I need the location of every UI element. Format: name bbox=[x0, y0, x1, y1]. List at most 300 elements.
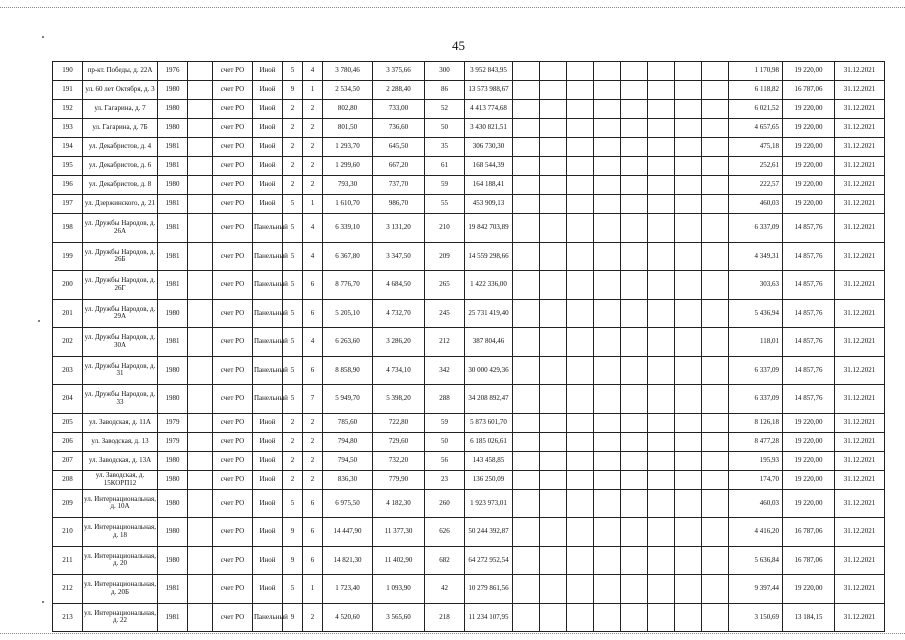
row-number: 190 bbox=[53, 62, 83, 81]
scan-speck bbox=[42, 36, 44, 38]
empty-cell bbox=[188, 470, 213, 489]
specific-cost-cell: 9 397,44 bbox=[729, 575, 783, 604]
wall-material-cell: Иной bbox=[253, 138, 283, 157]
empty-cell bbox=[648, 176, 675, 195]
fund-cell: счет РО bbox=[213, 157, 253, 176]
empty-cell bbox=[594, 385, 621, 414]
living-area-cell: 5 398,20 bbox=[373, 385, 425, 414]
living-area-cell: 4 684,50 bbox=[373, 271, 425, 300]
empty-cell bbox=[648, 271, 675, 300]
residents-cell: 210 bbox=[425, 214, 465, 243]
floors-cell: 5 bbox=[283, 242, 303, 271]
residents-cell: 42 bbox=[425, 575, 465, 604]
total-area-cell: 4 520,60 bbox=[323, 603, 373, 632]
empty-cell bbox=[513, 157, 540, 176]
table-row bbox=[53, 100, 885, 119]
empty-cell bbox=[702, 100, 729, 119]
wall-material-cell: Иной bbox=[253, 119, 283, 138]
limit-cost-cell: 14 857,76 bbox=[783, 214, 835, 243]
fund-cell: счет РО bbox=[213, 214, 253, 243]
specific-cost-cell: 5 636,84 bbox=[729, 546, 783, 575]
table-row bbox=[53, 518, 885, 547]
deadline-cell: 31.12.2021 bbox=[835, 119, 885, 138]
empty-cell bbox=[540, 214, 567, 243]
entrances-cell: 1 bbox=[303, 81, 323, 100]
empty-cell bbox=[648, 432, 675, 451]
row-number: 205 bbox=[53, 413, 83, 432]
cost-cell: 387 804,46 bbox=[465, 328, 513, 357]
deadline-cell: 31.12.2021 bbox=[835, 242, 885, 271]
empty-cell bbox=[594, 518, 621, 547]
empty-cell bbox=[188, 546, 213, 575]
cost-cell: 453 909,13 bbox=[465, 195, 513, 214]
deadline-cell: 31.12.2021 bbox=[835, 62, 885, 81]
empty-cell bbox=[540, 546, 567, 575]
empty-cell bbox=[594, 451, 621, 470]
floors-cell: 2 bbox=[283, 413, 303, 432]
fund-cell: счет РО bbox=[213, 413, 253, 432]
empty-cell bbox=[675, 157, 702, 176]
empty-cell bbox=[675, 546, 702, 575]
year-cell: 1981 bbox=[158, 575, 188, 604]
empty-cell bbox=[648, 470, 675, 489]
limit-cost-cell: 16 787,06 bbox=[783, 81, 835, 100]
empty-cell bbox=[513, 119, 540, 138]
empty-cell bbox=[513, 214, 540, 243]
limit-cost-cell: 14 857,76 bbox=[783, 299, 835, 328]
specific-cost-cell: 8 477,28 bbox=[729, 432, 783, 451]
row-number: 207 bbox=[53, 451, 83, 470]
empty-cell bbox=[675, 138, 702, 157]
empty-cell bbox=[594, 81, 621, 100]
fund-cell: счет РО bbox=[213, 242, 253, 271]
empty-cell bbox=[188, 157, 213, 176]
entrances-cell: 7 bbox=[303, 385, 323, 414]
empty-cell bbox=[188, 138, 213, 157]
cost-cell: 30 000 429,36 bbox=[465, 356, 513, 385]
residents-cell: 218 bbox=[425, 603, 465, 632]
fund-cell: счет РО bbox=[213, 546, 253, 575]
residents-cell: 626 bbox=[425, 518, 465, 547]
address-cell: ул. Интернациональная, д. 18 bbox=[83, 518, 158, 547]
row-number: 209 bbox=[53, 489, 83, 518]
table-row bbox=[53, 138, 885, 157]
limit-cost-cell: 19 220,00 bbox=[783, 489, 835, 518]
row-number: 194 bbox=[53, 138, 83, 157]
total-area-cell: 6 367,80 bbox=[323, 242, 373, 271]
total-area-cell: 5 205,10 bbox=[323, 299, 373, 328]
empty-cell bbox=[675, 81, 702, 100]
year-cell: 1980 bbox=[158, 385, 188, 414]
living-area-cell: 4 182,30 bbox=[373, 489, 425, 518]
row-number: 191 bbox=[53, 81, 83, 100]
entrances-cell: 2 bbox=[303, 157, 323, 176]
fund-cell: счет РО bbox=[213, 489, 253, 518]
empty-cell bbox=[188, 62, 213, 81]
row-number: 200 bbox=[53, 271, 83, 300]
floors-cell: 9 bbox=[283, 518, 303, 547]
specific-cost-cell: 303,63 bbox=[729, 271, 783, 300]
empty-cell bbox=[513, 176, 540, 195]
empty-cell bbox=[567, 470, 594, 489]
empty-cell bbox=[540, 62, 567, 81]
specific-cost-cell: 195,93 bbox=[729, 451, 783, 470]
deadline-cell: 31.12.2021 bbox=[835, 413, 885, 432]
wall-material-cell: Иной bbox=[253, 489, 283, 518]
cost-cell: 168 544,39 bbox=[465, 157, 513, 176]
floors-cell: 5 bbox=[283, 575, 303, 604]
cost-cell: 1 923 973,01 bbox=[465, 489, 513, 518]
table-row bbox=[53, 195, 885, 214]
limit-cost-cell: 14 857,76 bbox=[783, 385, 835, 414]
empty-cell bbox=[621, 271, 648, 300]
wall-material-cell: Иной bbox=[253, 413, 283, 432]
scan-speck bbox=[38, 320, 40, 322]
total-area-cell: 785,60 bbox=[323, 413, 373, 432]
residents-cell: 260 bbox=[425, 489, 465, 518]
floors-cell: 5 bbox=[283, 271, 303, 300]
floors-cell: 2 bbox=[283, 157, 303, 176]
empty-cell bbox=[540, 242, 567, 271]
empty-cell bbox=[540, 489, 567, 518]
empty-cell bbox=[675, 432, 702, 451]
empty-cell bbox=[702, 575, 729, 604]
residents-cell: 209 bbox=[425, 242, 465, 271]
entrances-cell: 2 bbox=[303, 100, 323, 119]
residents-cell: 61 bbox=[425, 157, 465, 176]
living-area-cell: 11 402,90 bbox=[373, 546, 425, 575]
empty-cell bbox=[540, 138, 567, 157]
cost-cell: 19 842 703,89 bbox=[465, 214, 513, 243]
empty-cell bbox=[675, 385, 702, 414]
empty-cell bbox=[648, 489, 675, 518]
cost-cell: 13 573 988,67 bbox=[465, 81, 513, 100]
residents-cell: 265 bbox=[425, 271, 465, 300]
empty-cell bbox=[513, 299, 540, 328]
empty-cell bbox=[540, 299, 567, 328]
year-cell: 1981 bbox=[158, 328, 188, 357]
floors-cell: 5 bbox=[283, 214, 303, 243]
limit-cost-cell: 19 220,00 bbox=[783, 470, 835, 489]
deadline-cell: 31.12.2021 bbox=[835, 328, 885, 357]
row-number: 196 bbox=[53, 176, 83, 195]
empty-cell bbox=[188, 385, 213, 414]
entrances-cell: 2 bbox=[303, 603, 323, 632]
specific-cost-cell: 5 436,94 bbox=[729, 299, 783, 328]
table-row bbox=[53, 603, 885, 632]
fund-cell: счет РО bbox=[213, 432, 253, 451]
cost-cell: 6 185 026,61 bbox=[465, 432, 513, 451]
entrances-cell: 6 bbox=[303, 299, 323, 328]
address-cell: ул. Гагарина, д. 7 bbox=[83, 100, 158, 119]
floors-cell: 5 bbox=[283, 385, 303, 414]
empty-cell bbox=[540, 356, 567, 385]
empty-cell bbox=[648, 119, 675, 138]
deadline-cell: 31.12.2021 bbox=[835, 138, 885, 157]
empty-cell bbox=[675, 413, 702, 432]
empty-cell bbox=[702, 81, 729, 100]
fund-cell: счет РО bbox=[213, 356, 253, 385]
row-number: 211 bbox=[53, 546, 83, 575]
total-area-cell: 793,30 bbox=[323, 176, 373, 195]
specific-cost-cell: 6 021,52 bbox=[729, 100, 783, 119]
entrances-cell: 4 bbox=[303, 242, 323, 271]
wall-material-cell: Иной bbox=[253, 100, 283, 119]
empty-cell bbox=[567, 100, 594, 119]
living-area-cell: 4 734,10 bbox=[373, 356, 425, 385]
table-row bbox=[53, 299, 885, 328]
empty-cell bbox=[567, 575, 594, 604]
empty-cell bbox=[567, 138, 594, 157]
row-number: 204 bbox=[53, 385, 83, 414]
limit-cost-cell: 19 220,00 bbox=[783, 451, 835, 470]
empty-cell bbox=[188, 214, 213, 243]
floors-cell: 2 bbox=[283, 470, 303, 489]
row-number: 193 bbox=[53, 119, 83, 138]
entrances-cell: 6 bbox=[303, 518, 323, 547]
entrances-cell: 4 bbox=[303, 328, 323, 357]
empty-cell bbox=[648, 100, 675, 119]
fund-cell: счет РО bbox=[213, 81, 253, 100]
empty-cell bbox=[648, 62, 675, 81]
empty-cell bbox=[594, 546, 621, 575]
deadline-cell: 31.12.2021 bbox=[835, 451, 885, 470]
year-cell: 1980 bbox=[158, 470, 188, 489]
deadline-cell: 31.12.2021 bbox=[835, 81, 885, 100]
residents-cell: 50 bbox=[425, 119, 465, 138]
cost-cell: 4 413 774,68 bbox=[465, 100, 513, 119]
specific-cost-cell: 460,03 bbox=[729, 195, 783, 214]
empty-cell bbox=[567, 157, 594, 176]
address-cell: ул. Интернациональная, д. 22 bbox=[83, 603, 158, 632]
living-area-cell: 645,50 bbox=[373, 138, 425, 157]
year-cell: 1980 bbox=[158, 356, 188, 385]
entrances-cell: 2 bbox=[303, 119, 323, 138]
empty-cell bbox=[188, 299, 213, 328]
table-row bbox=[53, 489, 885, 518]
deadline-cell: 31.12.2021 bbox=[835, 299, 885, 328]
empty-cell bbox=[675, 299, 702, 328]
deadline-cell: 31.12.2021 bbox=[835, 489, 885, 518]
total-area-cell: 14 447,90 bbox=[323, 518, 373, 547]
year-cell: 1981 bbox=[158, 157, 188, 176]
table-row bbox=[53, 546, 885, 575]
living-area-cell: 986,70 bbox=[373, 195, 425, 214]
fund-cell: счет РО bbox=[213, 138, 253, 157]
fund-cell: счет РО bbox=[213, 575, 253, 604]
fund-cell: счет РО bbox=[213, 100, 253, 119]
empty-cell bbox=[594, 138, 621, 157]
empty-cell bbox=[702, 546, 729, 575]
address-cell: ул. Дружбы Народов, д. 26А bbox=[83, 214, 158, 243]
table-row bbox=[53, 271, 885, 300]
empty-cell bbox=[702, 385, 729, 414]
deadline-cell: 31.12.2021 bbox=[835, 157, 885, 176]
residents-cell: 288 bbox=[425, 385, 465, 414]
empty-cell bbox=[621, 176, 648, 195]
row-number: 208 bbox=[53, 470, 83, 489]
page-number: 45 bbox=[452, 38, 465, 53]
living-area-cell: 11 377,30 bbox=[373, 518, 425, 547]
total-area-cell: 1 610,70 bbox=[323, 195, 373, 214]
total-area-cell: 1 299,60 bbox=[323, 157, 373, 176]
fund-cell: счет РО bbox=[213, 328, 253, 357]
residents-cell: 50 bbox=[425, 432, 465, 451]
empty-cell bbox=[702, 195, 729, 214]
specific-cost-cell: 4 657,65 bbox=[729, 119, 783, 138]
specific-cost-cell: 6 337,09 bbox=[729, 356, 783, 385]
empty-cell bbox=[648, 299, 675, 328]
table-body bbox=[53, 62, 885, 632]
empty-cell bbox=[621, 214, 648, 243]
empty-cell bbox=[567, 603, 594, 632]
wall-material-cell: Иной bbox=[253, 575, 283, 604]
wall-material-cell: Иной bbox=[253, 195, 283, 214]
residents-cell: 300 bbox=[425, 62, 465, 81]
limit-cost-cell: 16 787,06 bbox=[783, 546, 835, 575]
address-cell: ул. Дружбы Народов, д. 31 bbox=[83, 356, 158, 385]
living-area-cell: 3 375,66 bbox=[373, 62, 425, 81]
living-area-cell: 3 286,20 bbox=[373, 328, 425, 357]
wall-material-cell: Иной bbox=[253, 62, 283, 81]
cost-cell: 136 250,09 bbox=[465, 470, 513, 489]
fund-cell: счет РО bbox=[213, 385, 253, 414]
total-area-cell: 1 723,40 bbox=[323, 575, 373, 604]
wall-material-cell: Иной bbox=[253, 432, 283, 451]
year-cell: 1981 bbox=[158, 195, 188, 214]
empty-cell bbox=[621, 432, 648, 451]
total-area-cell: 802,80 bbox=[323, 100, 373, 119]
fund-cell: счет РО bbox=[213, 470, 253, 489]
empty-cell bbox=[675, 603, 702, 632]
year-cell: 1980 bbox=[158, 176, 188, 195]
limit-cost-cell: 19 220,00 bbox=[783, 575, 835, 604]
empty-cell bbox=[594, 100, 621, 119]
empty-cell bbox=[648, 328, 675, 357]
floors-cell: 2 bbox=[283, 119, 303, 138]
empty-cell bbox=[621, 299, 648, 328]
empty-cell bbox=[675, 242, 702, 271]
living-area-cell: 4 732,70 bbox=[373, 299, 425, 328]
address-cell: ул. Гагарина, д. 7Б bbox=[83, 119, 158, 138]
floors-cell: 2 bbox=[283, 100, 303, 119]
deadline-cell: 31.12.2021 bbox=[835, 518, 885, 547]
limit-cost-cell: 13 184,15 bbox=[783, 603, 835, 632]
residents-cell: 35 bbox=[425, 138, 465, 157]
empty-cell bbox=[540, 470, 567, 489]
year-cell: 1980 bbox=[158, 546, 188, 575]
empty-cell bbox=[567, 176, 594, 195]
empty-cell bbox=[594, 176, 621, 195]
empty-cell bbox=[621, 328, 648, 357]
specific-cost-cell: 1 170,98 bbox=[729, 62, 783, 81]
empty-cell bbox=[188, 328, 213, 357]
row-number: 203 bbox=[53, 356, 83, 385]
cost-cell: 164 188,41 bbox=[465, 176, 513, 195]
limit-cost-cell: 14 857,76 bbox=[783, 271, 835, 300]
empty-cell bbox=[540, 385, 567, 414]
empty-cell bbox=[621, 575, 648, 604]
cost-cell: 11 234 107,95 bbox=[465, 603, 513, 632]
specific-cost-cell: 460,03 bbox=[729, 489, 783, 518]
table-row bbox=[53, 413, 885, 432]
wall-material-cell: Иной bbox=[253, 451, 283, 470]
table-row bbox=[53, 328, 885, 357]
empty-cell bbox=[567, 119, 594, 138]
empty-cell bbox=[513, 242, 540, 271]
row-number: 213 bbox=[53, 603, 83, 632]
deadline-cell: 31.12.2021 bbox=[835, 356, 885, 385]
limit-cost-cell: 14 857,76 bbox=[783, 328, 835, 357]
limit-cost-cell: 19 220,00 bbox=[783, 119, 835, 138]
wall-material-cell: Панельный bbox=[253, 242, 283, 271]
empty-cell bbox=[540, 432, 567, 451]
deadline-cell: 31.12.2021 bbox=[835, 470, 885, 489]
living-area-cell: 3 347,50 bbox=[373, 242, 425, 271]
empty-cell bbox=[675, 451, 702, 470]
empty-cell bbox=[540, 271, 567, 300]
residents-cell: 342 bbox=[425, 356, 465, 385]
empty-cell bbox=[567, 432, 594, 451]
row-number: 210 bbox=[53, 518, 83, 547]
empty-cell bbox=[594, 195, 621, 214]
residents-cell: 59 bbox=[425, 413, 465, 432]
empty-cell bbox=[513, 451, 540, 470]
empty-cell bbox=[648, 81, 675, 100]
empty-cell bbox=[188, 489, 213, 518]
living-area-cell: 3 565,60 bbox=[373, 603, 425, 632]
deadline-cell: 31.12.2021 bbox=[835, 432, 885, 451]
empty-cell bbox=[702, 432, 729, 451]
empty-cell bbox=[675, 62, 702, 81]
empty-cell bbox=[540, 119, 567, 138]
living-area-cell: 732,20 bbox=[373, 451, 425, 470]
address-cell: ул. Заводская, д. 11А bbox=[83, 413, 158, 432]
empty-cell bbox=[513, 470, 540, 489]
deadline-cell: 31.12.2021 bbox=[835, 546, 885, 575]
table-row bbox=[53, 81, 885, 100]
residents-cell: 55 bbox=[425, 195, 465, 214]
specific-cost-cell: 222,57 bbox=[729, 176, 783, 195]
empty-cell bbox=[567, 271, 594, 300]
address-cell: ул. 60 лет Октября, д. 3 bbox=[83, 81, 158, 100]
living-area-cell: 3 131,20 bbox=[373, 214, 425, 243]
total-area-cell: 2 534,50 bbox=[323, 81, 373, 100]
address-cell: ул. Дружбы Народов, д. 29А bbox=[83, 299, 158, 328]
fund-cell: счет РО bbox=[213, 62, 253, 81]
empty-cell bbox=[621, 195, 648, 214]
floors-cell: 5 bbox=[283, 489, 303, 518]
address-cell: ул. Дружбы Народов, д. 26Б bbox=[83, 242, 158, 271]
wall-material-cell: Панельный bbox=[253, 356, 283, 385]
total-area-cell: 14 821,30 bbox=[323, 546, 373, 575]
limit-cost-cell: 19 220,00 bbox=[783, 62, 835, 81]
table-row bbox=[53, 176, 885, 195]
empty-cell bbox=[513, 489, 540, 518]
fund-cell: счет РО bbox=[213, 176, 253, 195]
floors-cell: 2 bbox=[283, 432, 303, 451]
empty-cell bbox=[621, 489, 648, 518]
limit-cost-cell: 19 220,00 bbox=[783, 413, 835, 432]
empty-cell bbox=[702, 62, 729, 81]
total-area-cell: 5 949,70 bbox=[323, 385, 373, 414]
empty-cell bbox=[675, 214, 702, 243]
specific-cost-cell: 252,61 bbox=[729, 157, 783, 176]
wall-material-cell: Иной bbox=[253, 518, 283, 547]
empty-cell bbox=[567, 242, 594, 271]
empty-cell bbox=[702, 356, 729, 385]
empty-cell bbox=[513, 575, 540, 604]
